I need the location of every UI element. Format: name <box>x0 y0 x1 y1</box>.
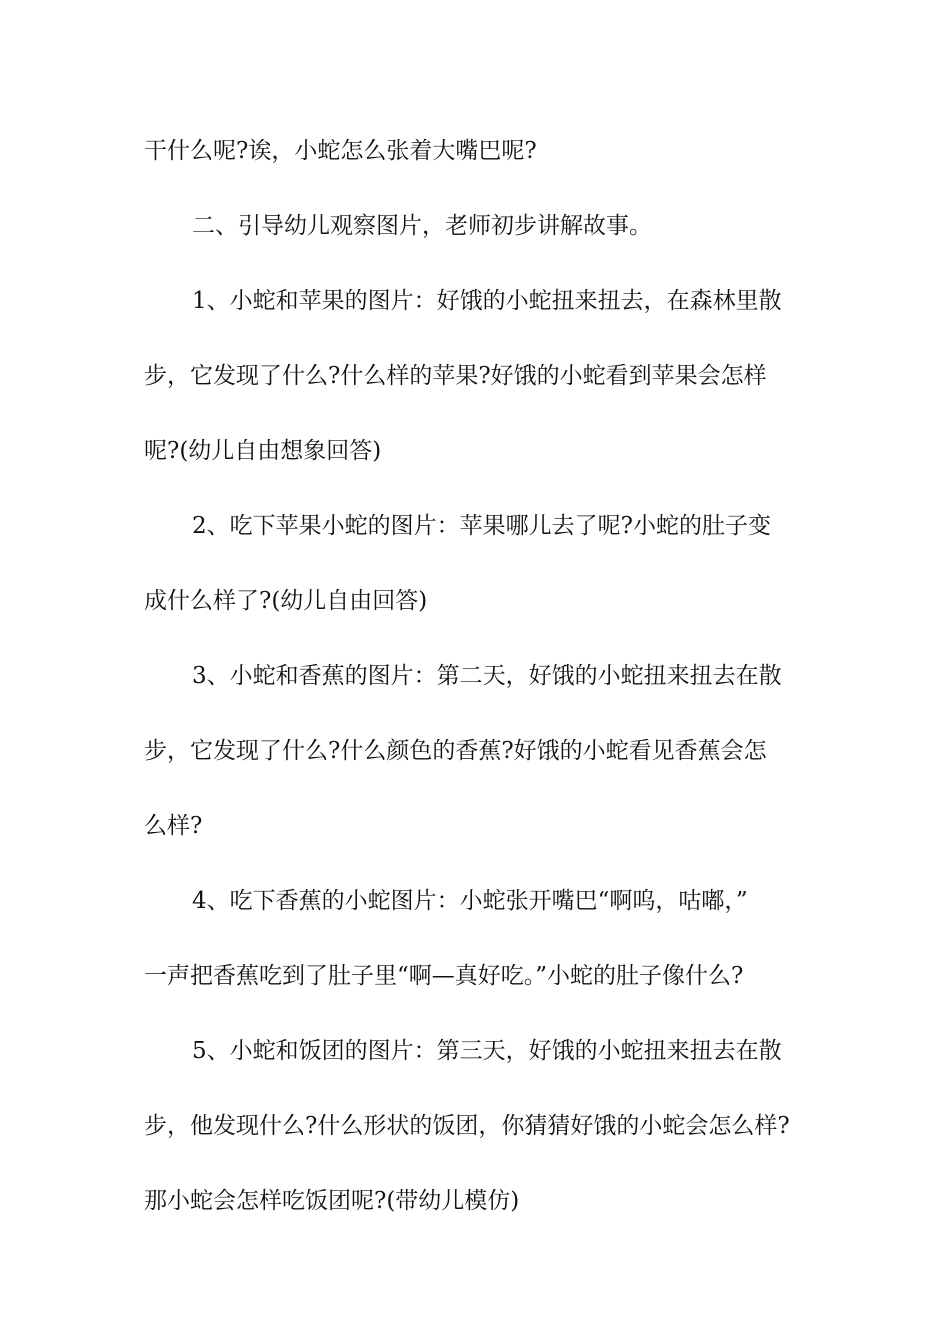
text-line: 步，他发现什么?什么形状的饭团，你猜猜好饿的小蛇会怎么样? <box>144 1113 790 1139</box>
text-line: 5、小蛇和饭团的图片：第三天，好饿的小蛇扭来扭去在散 <box>192 1038 782 1064</box>
section-heading: 二、引导幼儿观察图片，老师初步讲解故事。 <box>192 213 652 239</box>
text-line: 一声把香蕉吃到了肚子里“啊—真好吃。”小蛇的肚子像什么? <box>144 963 744 989</box>
text-line: 3、小蛇和香蕉的图片：第二天，好饿的小蛇扭来扭去在散 <box>192 663 782 689</box>
text-line: 成什么样了?(幼儿自由回答) <box>144 588 428 614</box>
text-line: 2、吃下苹果小蛇的图片：苹果哪儿去了呢?小蛇的肚子变 <box>192 513 771 539</box>
text-line: 那小蛇会怎样吃饭团呢?(带幼儿模仿) <box>144 1188 520 1214</box>
text-line: 呢?(幼儿自由想象回答) <box>144 438 382 464</box>
text-line: 干什么呢?诶，小蛇怎么张着大嘴巴呢? <box>144 138 537 164</box>
text-line: 步，它发现了什么?什么颜色的香蕉?好饿的小蛇看见香蕉会怎 <box>144 738 767 764</box>
text-line: 4、吃下香蕉的小蛇图片：小蛇张开嘴巴“啊呜，咕嘟，” <box>192 888 748 914</box>
text-line: 么样? <box>144 813 203 839</box>
text-line: 1、小蛇和苹果的图片：好饿的小蛇扭来扭去，在森林里散 <box>192 288 782 314</box>
text-line: 步，它发现了什么?什么样的苹果?好饿的小蛇看到苹果会怎样 <box>144 363 767 389</box>
